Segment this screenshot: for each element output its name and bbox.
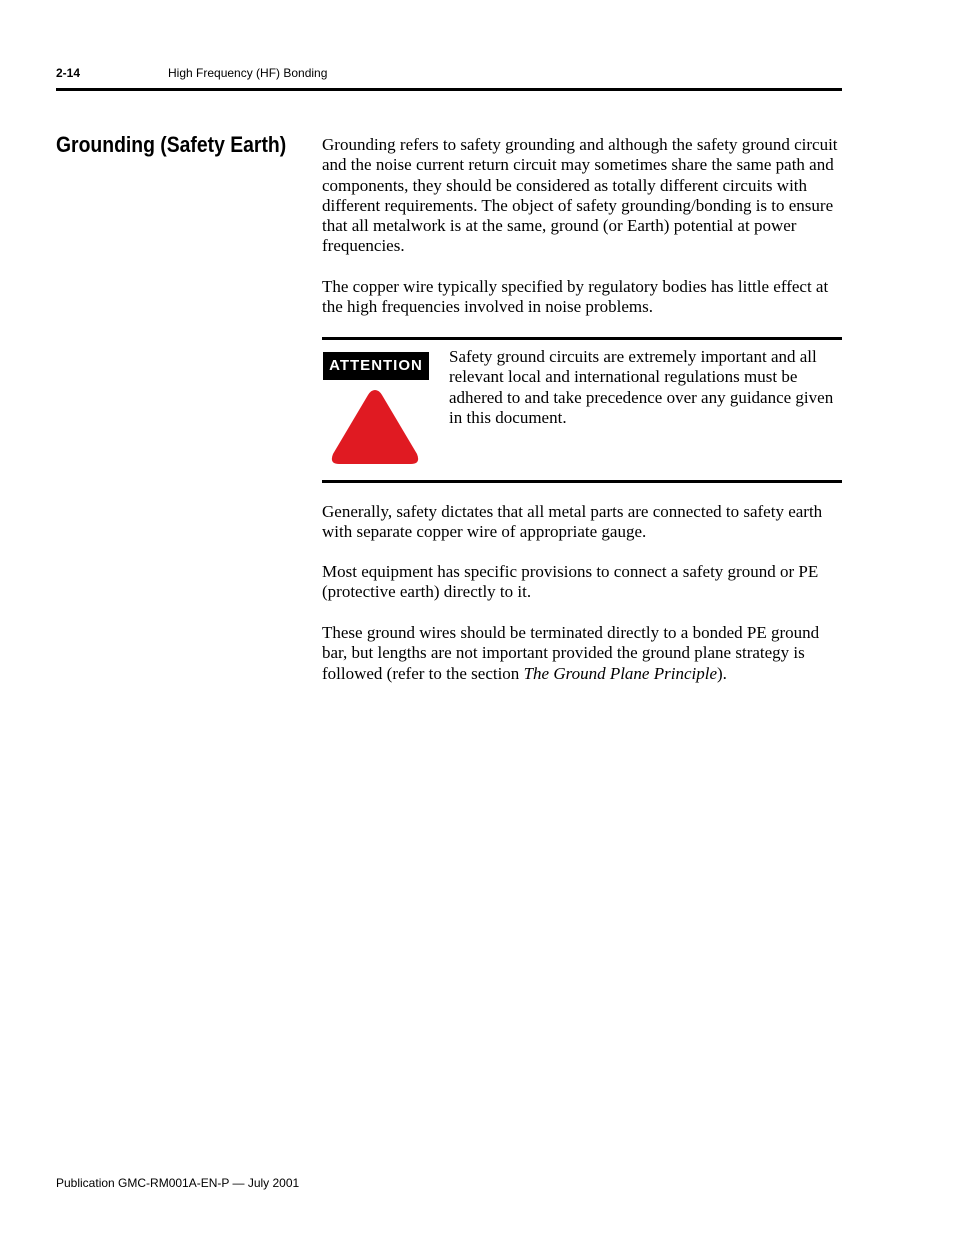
paragraph-3-text: Generally, safety dictates that all metal parts are connected to safety earth with separate copper wire of appropriate gauge. xyxy=(322,502,823,542)
paragraph-2-text: The copper wire typically specified by regulatory bodies has little effect at the high frequencies involved in noise problems. xyxy=(322,277,829,317)
page-number: 2-14 xyxy=(56,66,81,80)
attention-badge: ATTENTION xyxy=(323,352,429,380)
paragraph-2 xyxy=(322,277,842,318)
attention-rule-bottom xyxy=(322,480,842,483)
paragraph-3 xyxy=(322,502,842,543)
paragraph-5-end: ). xyxy=(717,663,727,683)
paragraph-4-text: Most equipment has specific provisions to connect a safety ground or PE (protective earth) directly to it. xyxy=(322,562,819,602)
attention-rule-top xyxy=(322,337,842,340)
section-reference: The Ground Plane Principle xyxy=(523,663,717,683)
paragraph-1 xyxy=(322,135,842,257)
warning-triangle-shape xyxy=(332,390,418,464)
paragraph-5 xyxy=(322,623,842,684)
paragraph-4 xyxy=(322,562,842,603)
warning-triangle-icon xyxy=(329,386,421,468)
paragraph-1-text: Grounding refers to safety grounding and although the safety ground circuit and the noise current return circuit may sometimes share the same path and components, they should be considered as totally different circuits with different requirements. The object of safety grounding/bonding is to ensure that all metalwork is at the same, ground (or Earth) potential at power frequencies. xyxy=(322,135,838,256)
running-title: High Frequency (HF) Bonding xyxy=(168,66,328,80)
paragraph-5-start: These ground wires should be terminated directly to a bonded PE ground bar, but lengths are not important provided the ground plane strategy is followed (refer to the section xyxy=(322,623,820,683)
header-rule xyxy=(56,88,842,91)
section-heading: Grounding (Safety Earth) xyxy=(56,132,287,157)
attention-text: Safety ground circuits are extremely important and all relevant local and international regulations must be adhered to and take precedence over any guidance given in this document. xyxy=(449,347,834,427)
paragraph-5-text xyxy=(322,623,842,684)
footer-publication: Publication GMC-RM001A-EN-P — July 2001 xyxy=(56,1176,300,1190)
